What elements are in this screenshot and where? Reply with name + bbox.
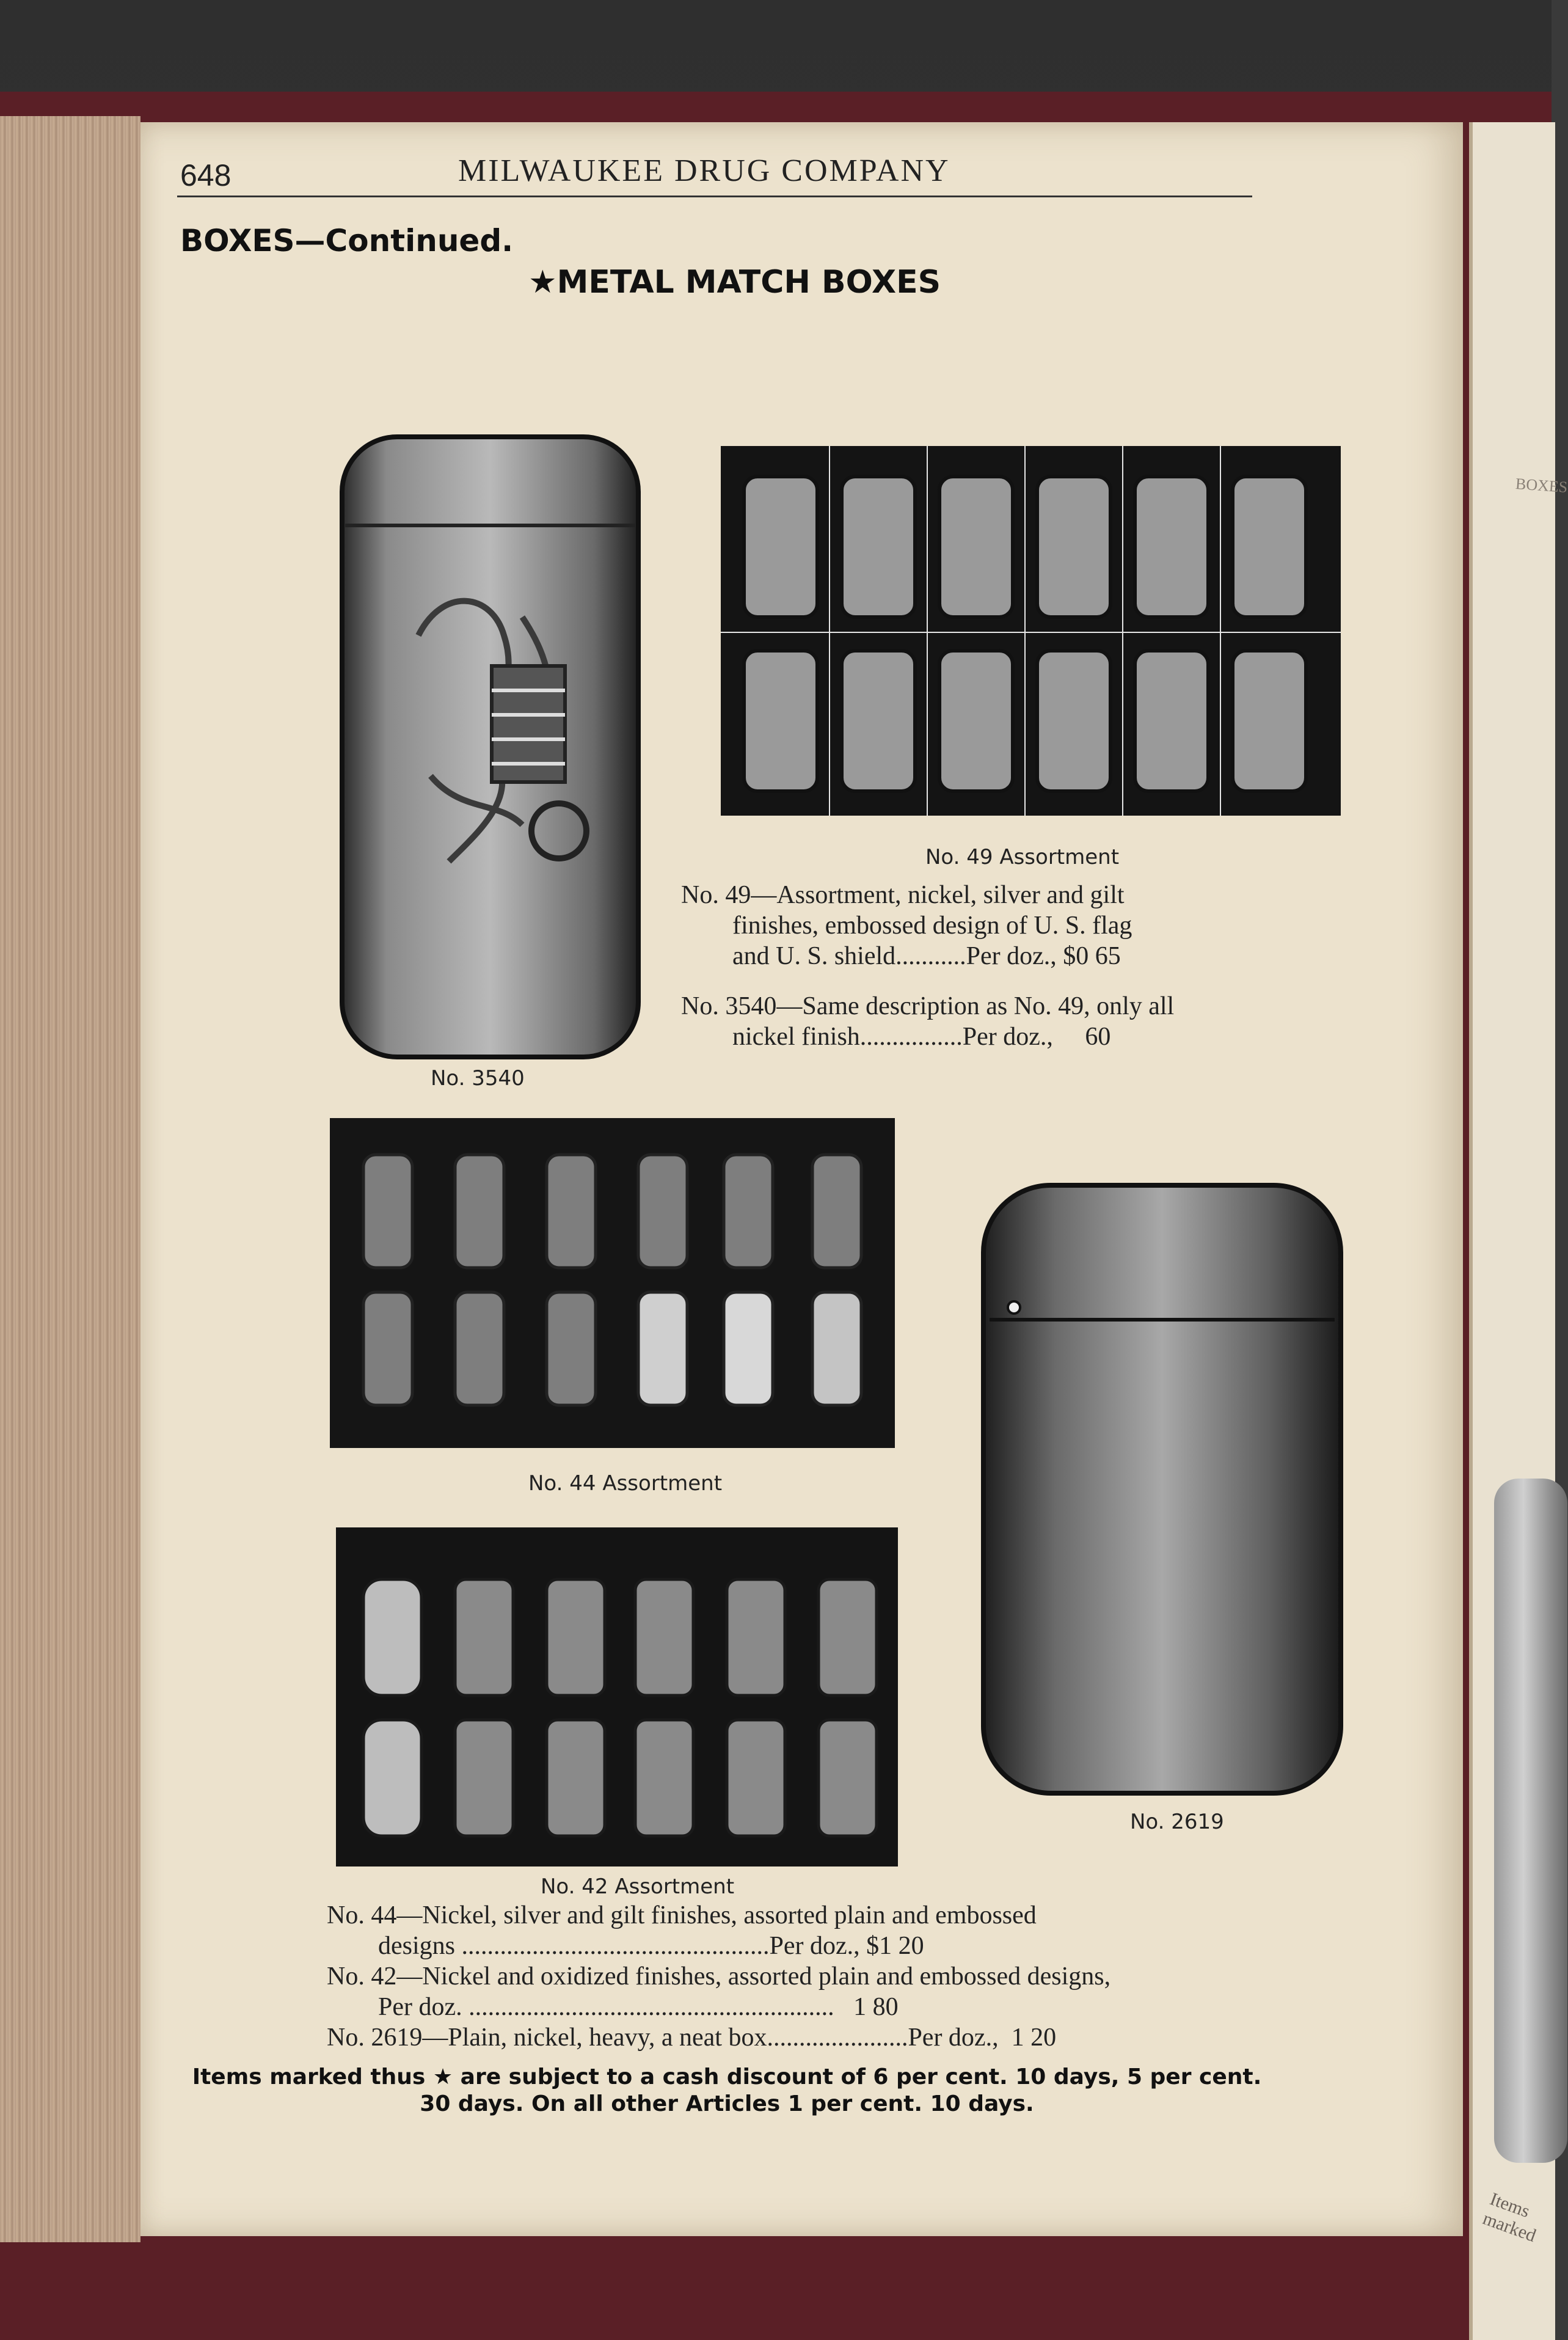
subsection-title: ★METAL MATCH BOXES (528, 264, 941, 301)
page-number: 648 (180, 158, 232, 192)
next-page-label: BOXES (1515, 475, 1568, 496)
footer-note-line2: 30 days. On all other Articles 1 per cent. 10 days. (420, 2091, 1034, 2116)
entry-no3540-line2: nickel finish................Per doz., 60 (681, 1023, 1111, 1051)
entry-no42-line2: Per doz. ......................................................... 1 80 (327, 1993, 899, 2021)
next-page-object-image (1494, 1479, 1567, 2163)
footer-note (183, 2064, 1271, 2118)
no42-tray-illustration (336, 1527, 898, 1867)
no44-tray-illustration (330, 1118, 895, 1448)
no2619-caption: No. 2619 (1130, 1810, 1224, 1834)
page-edges (0, 116, 140, 2242)
no42-caption: No. 42 Assortment (541, 1874, 735, 1899)
entry-no44-line1: No. 44—Nickel, silver and gilt finishes, assorted plain and embossed (327, 1901, 1037, 1929)
no3540-illustration (339, 434, 641, 1060)
lower-entries (327, 1900, 1110, 2053)
no49-caption: No. 49 Assortment (925, 845, 1120, 869)
entry-no49-line1: No. 49—Assortment, nickel, silver and gilt (681, 881, 1125, 909)
entry-no49-line2: finishes, embossed design of U. S. flag (681, 912, 1132, 940)
next-page-bleed (1469, 122, 1568, 2340)
no49-tray-illustration (721, 446, 1341, 816)
no2619-illustration (977, 1179, 1347, 1799)
section-title: BOXES—Continued. (180, 223, 514, 258)
upper-entries (681, 880, 1174, 1052)
entry-no2619-line1: No. 2619—Plain, nickel, heavy, a neat box......................Per doz., 1 20 (327, 2024, 1057, 2052)
header-rule (177, 196, 1252, 197)
footer-note-line1: Items marked thus ★ are subject to a cash discount of 6 per cent. 10 days, 5 per cent. (192, 2064, 1262, 2090)
entry-no49-line3: and U. S. shield...........Per doz., $0 65 (681, 942, 1121, 970)
next-page-footer: Items marked (1480, 2188, 1539, 2247)
no44-caption: No. 44 Assortment (528, 1471, 723, 1496)
entry-no42-line1: No. 42—Nickel and oxidized finishes, assorted plain and embossed designs, (327, 1962, 1111, 1991)
no3540-caption: No. 3540 (431, 1066, 525, 1091)
running-head: MILWAUKEE DRUG COMPANY (458, 153, 950, 188)
entry-no3540-line1: No. 3540—Same description as No. 49, only all (681, 992, 1175, 1020)
entry-no44-line2: designs ................................................Per doz., $1 20 (327, 1932, 924, 1960)
